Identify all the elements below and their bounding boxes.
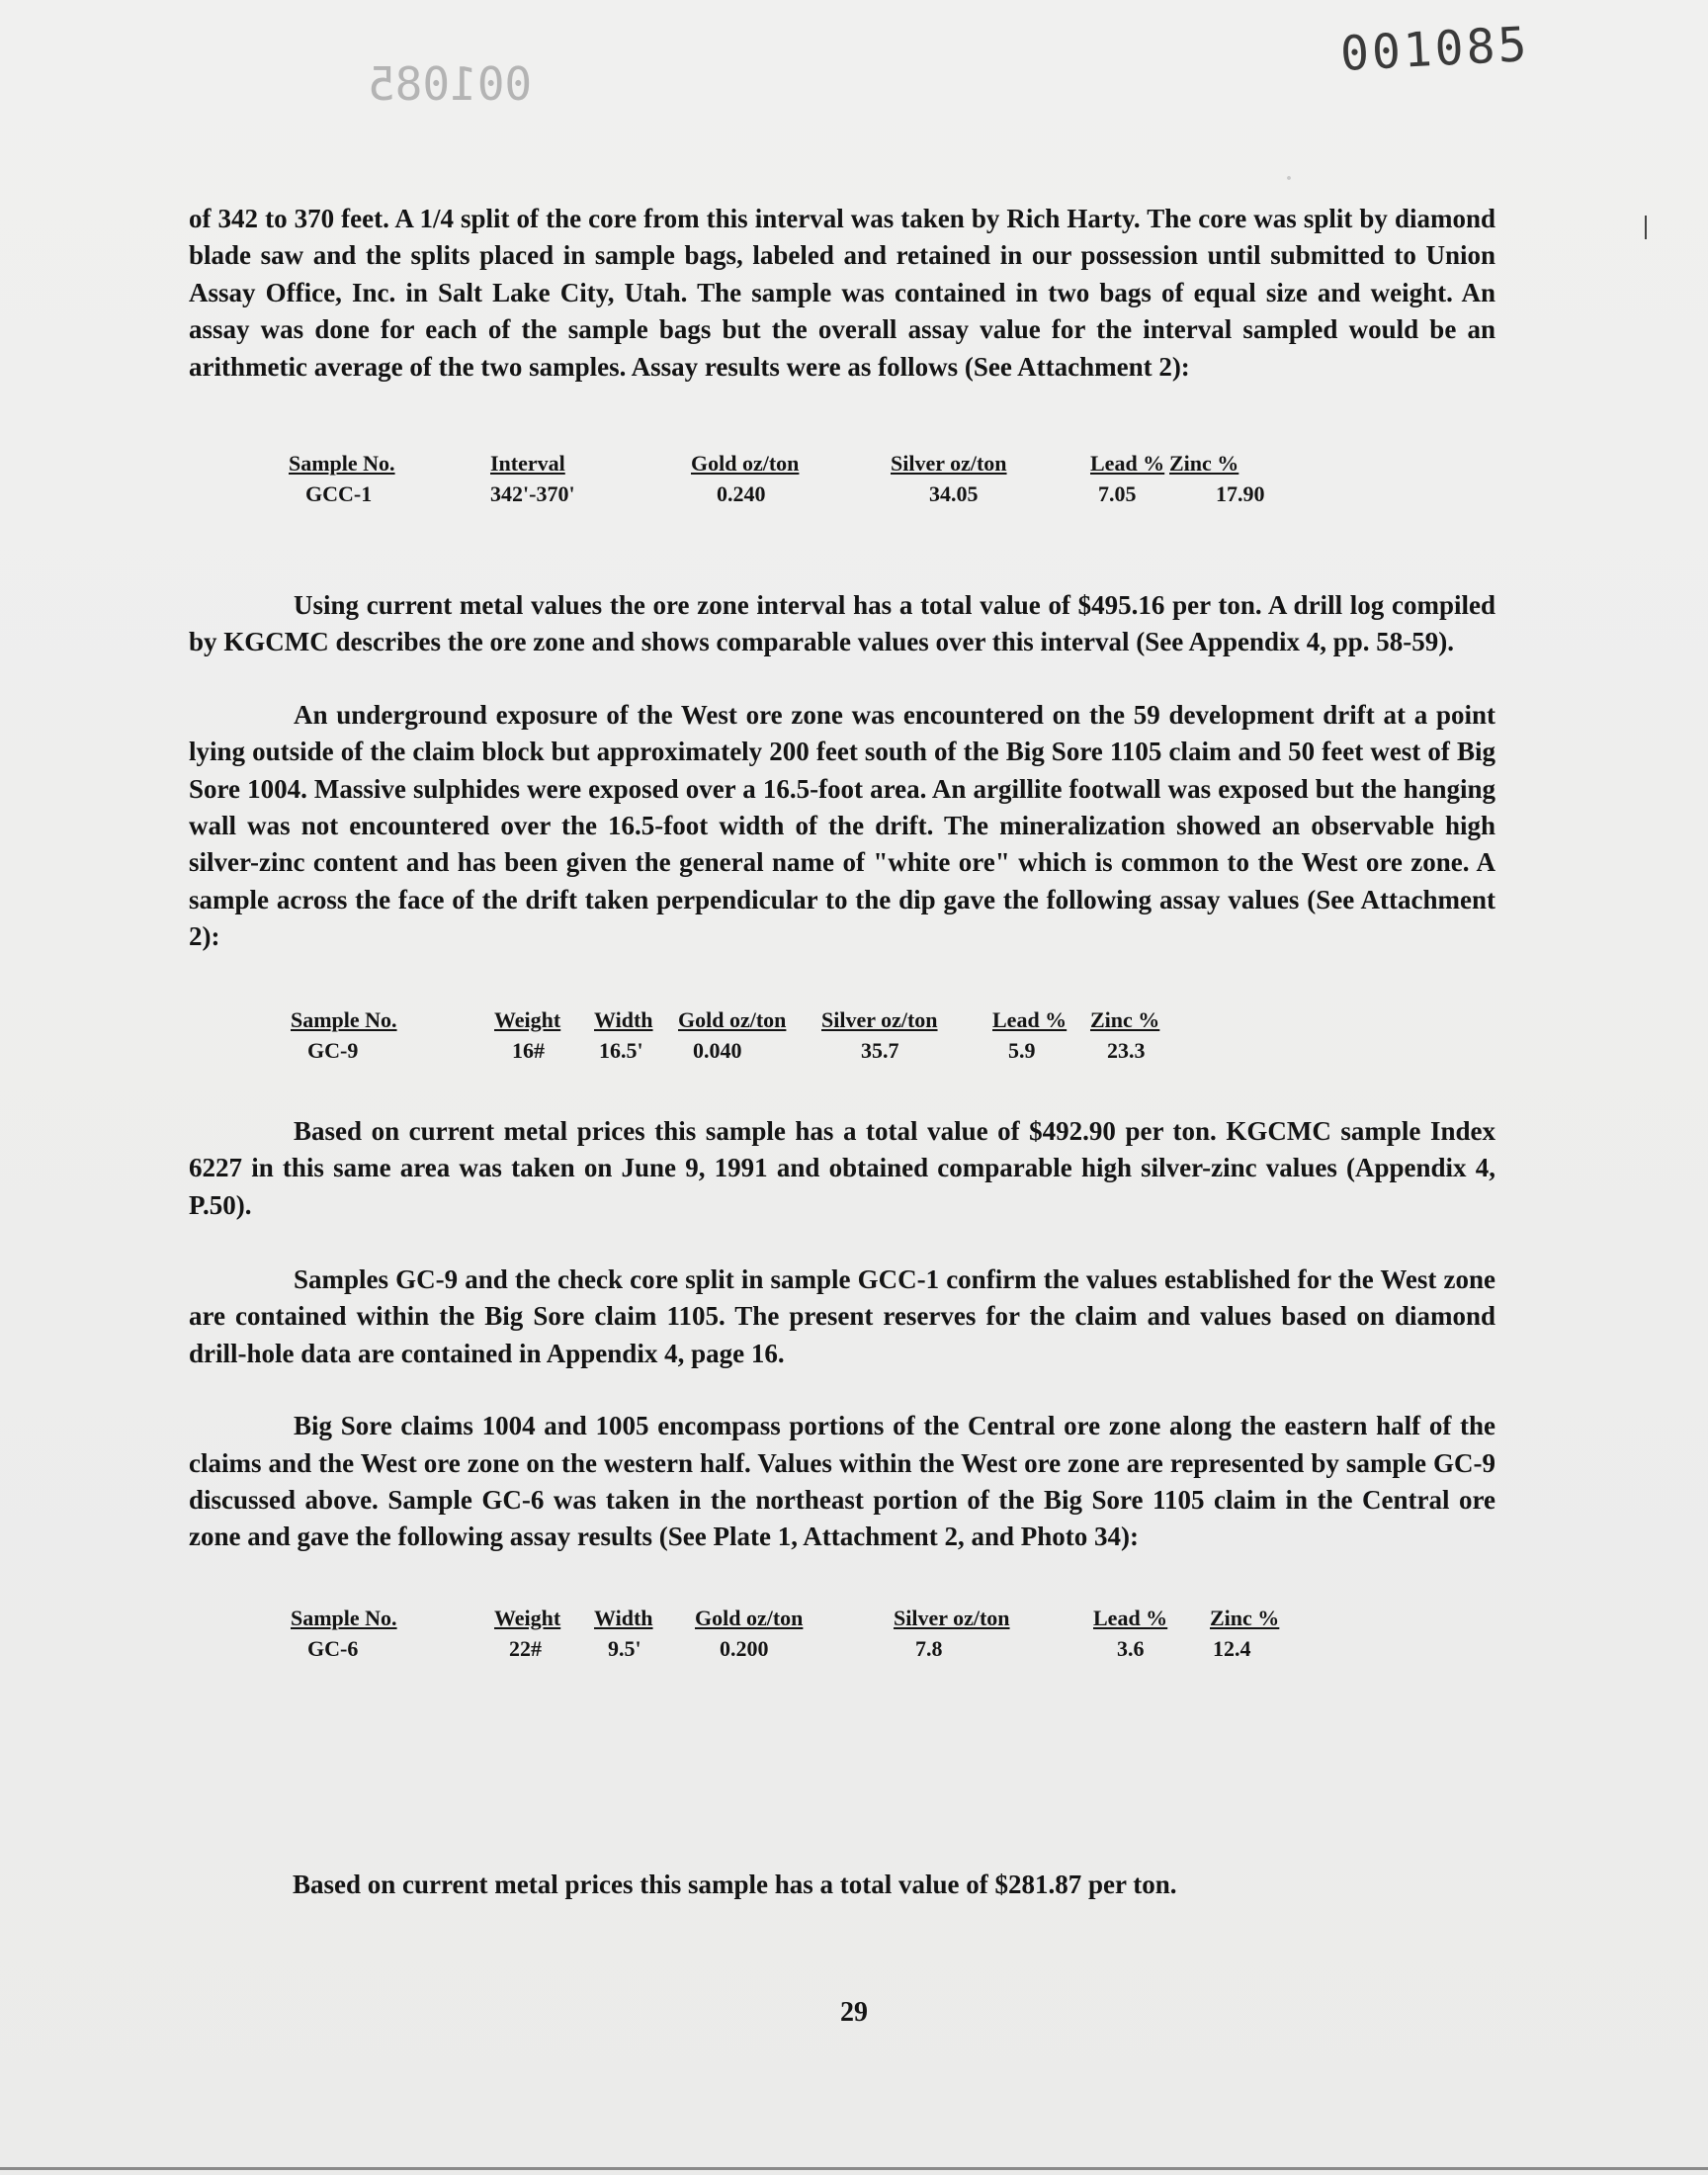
cell-sample-no: GC-6 bbox=[307, 1635, 359, 1661]
cell-interval: 342'-370' bbox=[490, 481, 575, 507]
header-zinc: Zinc % bbox=[1210, 1605, 1280, 1630]
paragraph-4: Based on current metal prices this sample has a total value of $492.90 per ton. KGCMC sample Index 6227 in this same area was taken on June 9, 1991 and obtained comparable high silver-zinc values (Appendix 4, P.50). bbox=[189, 1115, 1495, 1220]
cell-silver: 7.8 bbox=[915, 1635, 943, 1661]
bates-number-stamp: 001085 bbox=[1338, 17, 1531, 82]
paragraph-3: An underground exposure of the West ore zone was encountered on the 59 development drift at a point lying outside of the claim block but approximately 200 feet south of the Big Sore 1105 claim and 50 feet west of Big Sore 1004. Massive sulphides were exposed over a 16.5-foot area. An argillite footwall was exposed but the hanging wall was not encountered over the 16.5-foot width of the drift. The mineralization showed an observable high silver-zinc content and has been given the general name of "white ore" which is common to the West ore zone. A sample across the face of the drift taken perpendicular to the dip gave the following assay values (See Attachment 2): bbox=[189, 699, 1495, 952]
cell-weight: 16# bbox=[512, 1037, 545, 1063]
header-weight: Weight bbox=[494, 1006, 561, 1032]
cell-silver: 34.05 bbox=[929, 481, 979, 507]
header-gold: Gold oz/ton bbox=[695, 1605, 804, 1630]
assay-table-gc6 bbox=[189, 1600, 1495, 1669]
paragraph-1: of 342 to 370 feet. A 1/4 split of the core from this interval was taken by Rich Harty. The core was split by diamond blade saw and the splits placed in sample bags, labeled and retained in our possession until submitted to Union Assay Office, Inc. in Salt Lake City, Utah. The sample was contained in two bags of equal size and weight. An assay was done for each of the sample bags but the overall assay value for the interval sampled would be an arithmetic average of the two samples. Assay results were as follows (See Attachment 2): bbox=[189, 204, 1495, 382]
cell-width: 16.5' bbox=[599, 1037, 643, 1063]
cell-sample-no: GCC-1 bbox=[305, 481, 373, 507]
cell-gold: 0.200 bbox=[720, 1635, 769, 1661]
cell-weight: 22# bbox=[509, 1635, 542, 1661]
header-sample-no: Sample No. bbox=[289, 451, 395, 477]
cell-lead: 7.05 bbox=[1098, 481, 1137, 507]
header-width: Width bbox=[594, 1605, 653, 1630]
cell-zinc: 23.3 bbox=[1107, 1037, 1146, 1063]
header-gold: Gold oz/ton bbox=[678, 1006, 787, 1032]
cell-lead: 3.6 bbox=[1117, 1635, 1145, 1661]
header-width: Width bbox=[594, 1006, 653, 1032]
header-lead: Lead % bbox=[1093, 1605, 1168, 1630]
cell-sample-no: GC-9 bbox=[307, 1037, 359, 1063]
header-interval: Interval bbox=[490, 451, 565, 477]
header-lead: Lead % bbox=[1090, 451, 1165, 477]
cell-zinc: 12.4 bbox=[1213, 1635, 1251, 1661]
header-sample-no: Sample No. bbox=[291, 1006, 397, 1032]
paragraph-7-text: Based on current metal prices this sample has a total value of $281.87 per ton. bbox=[293, 1870, 1177, 1899]
header-gold: Gold oz/ton bbox=[691, 451, 800, 477]
paragraph-7 bbox=[188, 1867, 1494, 1903]
assay-table-gcc1 bbox=[189, 445, 1495, 514]
header-sample-no: Sample No. bbox=[291, 1605, 397, 1630]
cell-gold: 0.040 bbox=[693, 1037, 742, 1063]
assay-table-gc9 bbox=[189, 1001, 1495, 1071]
header-silver: Silver oz/ton bbox=[894, 1605, 1010, 1630]
paragraph-6: Big Sore claims 1004 and 1005 encompass portions of the Central ore zone along the eastern half of the claims and the West ore zone on the western half. Values within the West ore zone are represented by sample GC-9 discussed above. Sample GC-6 was taken in the northeast portion of the Big Sore 1105 claim in the Central ore zone and gave the following assay results (See Plate 1, Attachment 2, and Photo 34): bbox=[189, 1411, 1495, 1552]
cell-lead: 5.9 bbox=[1008, 1037, 1036, 1063]
header-silver: Silver oz/ton bbox=[821, 1006, 938, 1032]
bleed-through-text: · bbox=[1285, 166, 1295, 192]
header-zinc: Zinc % bbox=[1090, 1006, 1160, 1032]
page-number: 29 bbox=[840, 1997, 868, 2028]
cell-gold: 0.240 bbox=[717, 481, 766, 507]
header-weight: Weight bbox=[494, 1605, 561, 1630]
cell-zinc: 17.90 bbox=[1216, 481, 1265, 507]
cell-width: 9.5' bbox=[608, 1635, 641, 1661]
paragraph-5: Samples GC-9 and the check core split in sample GCC-1 confirm the values established for the West zone are contained within the Big Sore claim 1105. The present reserves for the claim and values based on diamond drill-hole data are contained in Appendix 4, page 16. bbox=[189, 1263, 1495, 1368]
scan-bottom-edge bbox=[0, 2167, 1708, 2170]
paragraph-2: Using current metal values the ore zone interval has a total value of $495.16 per ton. A drill log compiled by KGCMC describes the ore zone and shows comparable values over this interval (See Appendix 4, pp. 58-59). bbox=[189, 590, 1495, 657]
header-lead: Lead % bbox=[992, 1006, 1068, 1032]
header-silver: Silver oz/ton bbox=[891, 451, 1007, 477]
cell-silver: 35.7 bbox=[861, 1037, 899, 1063]
page-body bbox=[189, 201, 1495, 1669]
margin-mark bbox=[1645, 216, 1647, 239]
mirrored-bates-stamp: 001085 bbox=[368, 57, 533, 111]
header-zinc: Zinc % bbox=[1169, 451, 1239, 477]
